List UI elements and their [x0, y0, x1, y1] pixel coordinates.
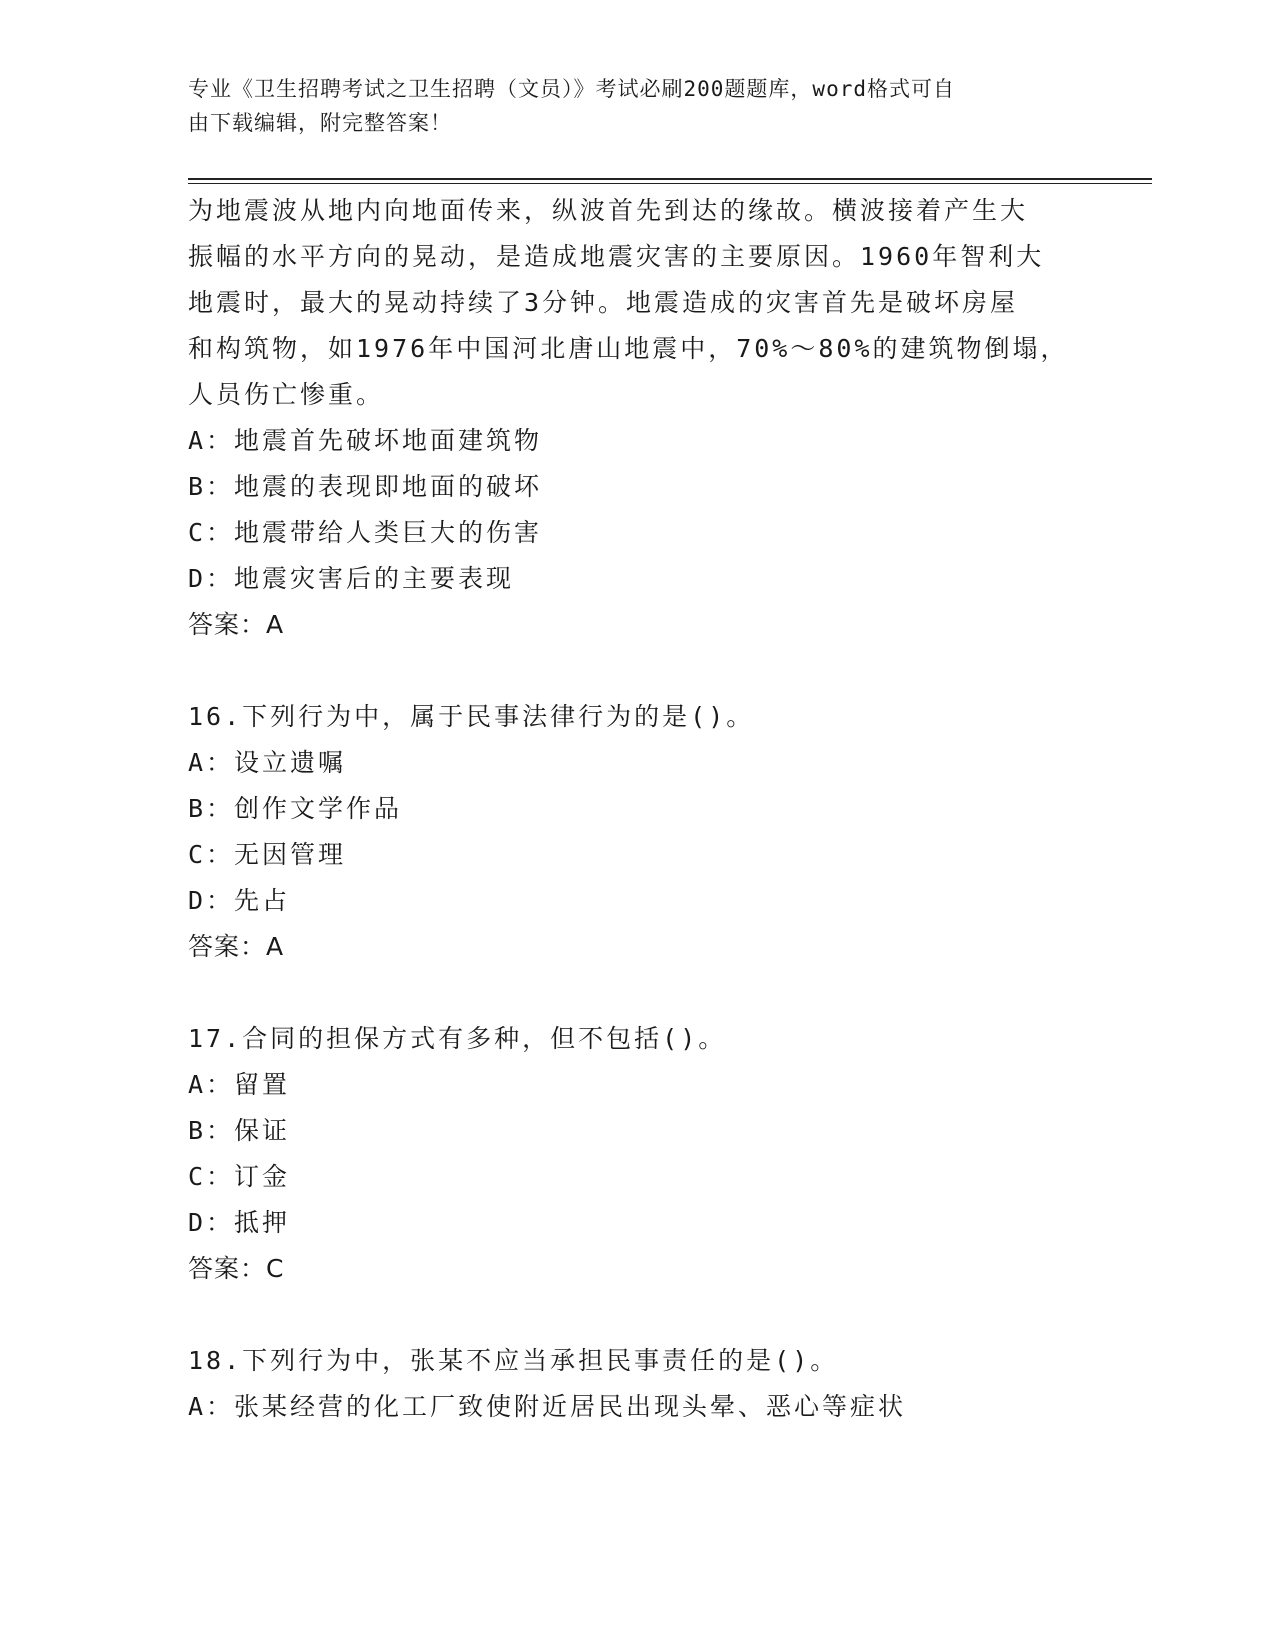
- answer: 答案：A: [188, 610, 285, 639]
- document-body: [188, 188, 1068, 1430]
- question-text: 17.合同的担保方式有多种，但不包括()。: [188, 1024, 727, 1053]
- spacer: [188, 1292, 1068, 1338]
- option-a: A：地震首先破坏地面建筑物: [188, 426, 543, 455]
- question-text: 16.下列行为中，属于民事法律行为的是()。: [188, 702, 755, 731]
- question-17: [188, 1016, 1068, 1292]
- header-divider-thick: [188, 178, 1152, 180]
- option-d: D：抵押: [188, 1208, 291, 1237]
- option-b: B：创作文学作品: [188, 794, 403, 823]
- spacer: [188, 970, 1068, 1016]
- explanation-line: 地震时，最大的晃动持续了3分钟。地震造成的灾害首先是破坏房屋: [188, 288, 1019, 317]
- question-18: [188, 1338, 1068, 1430]
- header-line-2: 由下载编辑，附完整答案！: [188, 111, 452, 135]
- explanation-line: 和构筑物，如1976年中国河北唐山地震中，70%～80%的建筑物倒塌，: [188, 334, 1069, 363]
- document-header: [188, 72, 1068, 140]
- question-text: 18.下列行为中，张某不应当承担民事责任的是()。: [188, 1346, 839, 1375]
- option-a: A：张某经营的化工厂致使附近居民出现头晕、恶心等症状: [188, 1392, 907, 1421]
- option-b: B：保证: [188, 1116, 291, 1145]
- option-c: C：订金: [188, 1162, 291, 1191]
- explanation-line: 振幅的水平方向的晃动，是造成地震灾害的主要原因。1960年智利大: [188, 242, 1045, 271]
- explanation-line: 为地震波从地内向地面传来，纵波首先到达的缘故。横波接着产生大: [188, 196, 1029, 225]
- question-15-continuation: [188, 188, 1068, 648]
- option-c: C：无因管理: [188, 840, 347, 869]
- option-d: D：地震灾害后的主要表现: [188, 564, 515, 593]
- spacer: [188, 648, 1068, 694]
- explanation-line: 人员伤亡惨重。: [188, 380, 385, 409]
- header-line-1: 专业《卫生招聘考试之卫生招聘（文员）》考试必刷200题题库，word格式可自: [188, 77, 955, 101]
- option-a: A：留置: [188, 1070, 291, 1099]
- option-c: C：地震带给人类巨大的伤害: [188, 518, 543, 547]
- answer: 答案：C: [188, 1254, 285, 1283]
- header-divider-thin: [188, 183, 1152, 184]
- question-16: [188, 694, 1068, 970]
- option-a: A：设立遗嘱: [188, 748, 347, 777]
- option-b: B：地震的表现即地面的破坏: [188, 472, 543, 501]
- option-d: D：先占: [188, 886, 291, 915]
- answer: 答案：A: [188, 932, 285, 961]
